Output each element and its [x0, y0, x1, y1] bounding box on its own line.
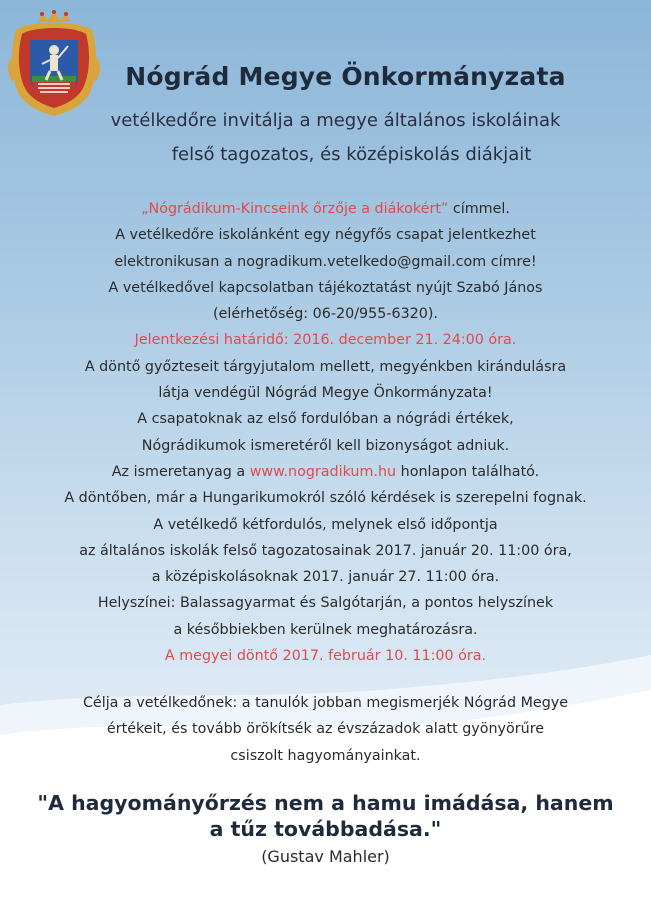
website-link[interactable]: www.nogradikum.hu: [249, 463, 397, 480]
subtitle-line-1: vetélkedőre invitálja a megye általános iskoláinak: [110, 110, 561, 131]
body-line-5: (elérhetőség: 06-20/955-6320).: [213, 306, 438, 323]
announcement-body: [0, 196, 651, 669]
goal-line-1: Célja a vetélkedőnek: a tanulók jobban megismerjék Nógrád Megye: [82, 695, 569, 711]
body-line-13: A vetélkedő kétfordulós, melynek első időpontja: [153, 516, 498, 533]
body-line-10: Nógrádikumok ismeretéről kell bizonyságot adniuk.: [141, 437, 510, 454]
page-title: Nógrád Megye Önkormányzata: [125, 62, 566, 91]
body-line-17: a későbbiekben kerülnek meghatározásra.: [173, 621, 478, 638]
body-line-14: az általános iskolák felső tagozatosainak 2017. január 20. 11:00 óra,: [79, 542, 572, 559]
quote: [0, 790, 651, 842]
body-line-1: [0, 196, 651, 222]
body-line-2: A vetélkedőre iskolánként egy négyfős csapat jelentkezhet: [115, 227, 536, 244]
quote-author: (Gustav Mahler): [261, 847, 390, 866]
subtitle-line-2: felső tagozatos, és középiskolás diákjait: [171, 144, 532, 165]
body-line-12: A döntőben, már a Hungarikumokról szóló kérdések is szerepelni fognak.: [64, 490, 587, 507]
contest-name: „Nógrádikum-Kincseink őrzője a diákokért”: [141, 201, 449, 217]
quote-line-1: "A hagyományőrzés nem a hamu imádása, hanem: [37, 791, 614, 815]
goal-line-2: értékeit, és tovább örökítsék az évszázadok alatt gyönyörűre: [106, 721, 545, 738]
body-line-11: [0, 459, 651, 485]
final-date: A megyei döntő 2017. február 10. 11:00 óra.: [164, 648, 487, 665]
body-line-11-pre: Az ismeretanyag a: [111, 463, 250, 480]
body-line-16: Helyszínei: Balassagyarmat és Salgótarján, a pontos helyszínek: [97, 595, 554, 612]
body-line-3: elektronikusan a nogradikum.vetelkedo@gmail.com címre!: [114, 253, 537, 270]
body-line-7: A döntő győzteseit tárgyjutalom mellett, megyénkben kirándulásra: [84, 358, 567, 375]
goal-line-3: csiszolt hagyományainkat.: [230, 747, 421, 764]
body-line-11-post: honlapon található.: [396, 463, 540, 480]
body-line-15: a középiskolásoknak 2017. január 27. 11:00 óra.: [151, 569, 500, 586]
body-line-9: A csapatoknak az első fordulóban a nógrádi értékek,: [137, 411, 514, 428]
body-line-8: látja vendégül Nógrád Megye Önkormányzata!: [158, 385, 493, 402]
goal-paragraph: [0, 690, 651, 769]
quote-line-2: a tűz továbbadása.": [209, 817, 442, 841]
registration-deadline: Jelentkezési határidő: 2016. december 21. 24:00 óra.: [134, 332, 517, 349]
body-line-4: A vetélkedővel kapcsolatban tájékoztatást nyújt Szabó János: [108, 279, 543, 296]
body-line-1-rest: címmel.: [448, 201, 510, 217]
